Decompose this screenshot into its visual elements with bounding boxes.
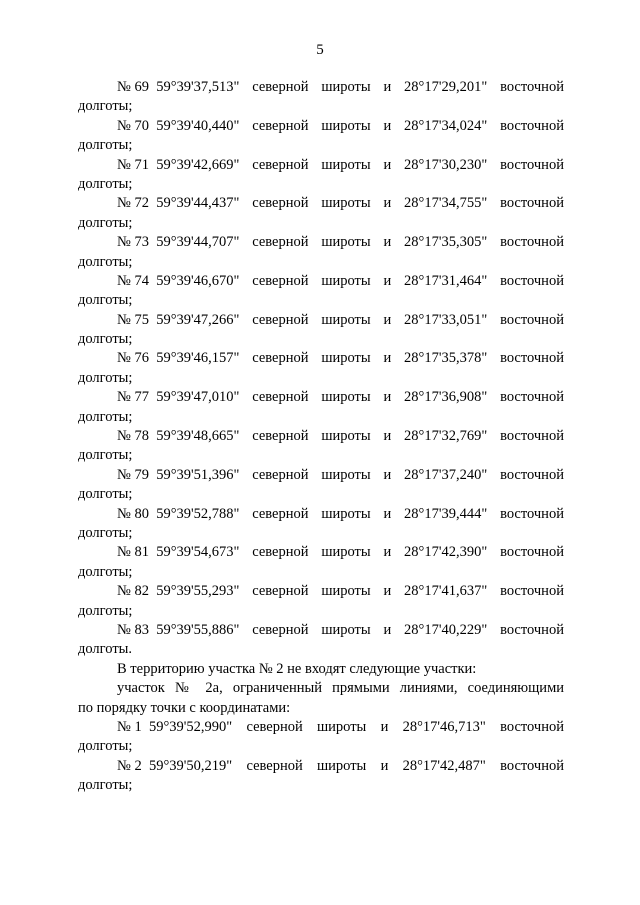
east-word: восточной (500, 389, 564, 406)
and-word: и (383, 117, 392, 134)
point-label (117, 427, 239, 446)
east-word: восточной (500, 718, 564, 735)
longitude-continuation: долготы; (78, 331, 133, 348)
longitude-continuation: долготы; (78, 563, 133, 580)
latitude-value: 59°39'37,513" (156, 79, 240, 95)
longitude-continuation: долготы; (78, 447, 133, 464)
latitude-value: 59°39'47,266" (156, 311, 240, 328)
point-number: № 73 (117, 234, 149, 251)
north-word: северной (252, 79, 309, 95)
and-word: и (383, 195, 392, 212)
longitude-continuation: долготы; (78, 486, 133, 503)
north-word: северной (252, 117, 309, 134)
and-word: и (383, 156, 392, 173)
longitude-value: 28°17'46,713" (402, 718, 486, 735)
north-word: северной (246, 718, 303, 735)
plot-2a-paragraph-line1: участок № 2а, ограниченный прямыми линиями, соединяющими (117, 680, 564, 697)
coordinate-row (78, 582, 564, 601)
north-word: северной (246, 757, 303, 774)
longitude-value: 28°17'36,908" (404, 389, 488, 406)
east-word: восточной (500, 195, 564, 212)
latitude-value: 59°39'46,157" (156, 350, 240, 367)
latitude-value: 59°39'44,437" (156, 195, 240, 212)
longitude-value: 28°17'33,051" (404, 311, 488, 328)
coordinate-row (78, 388, 564, 407)
longitude-continuation: долготы; (78, 777, 133, 794)
point-number: № 76 (117, 350, 149, 367)
longitude-continuation: долготы. (78, 641, 133, 658)
longitude-continuation: долготы; (78, 253, 133, 270)
point-label (117, 505, 239, 524)
point-label (117, 582, 239, 601)
point-number: № 2 (117, 757, 142, 774)
latitude-value: 59°39'50,219" (148, 757, 233, 774)
point-label (117, 543, 239, 562)
coordinate-row (78, 543, 564, 562)
longitude-value: 28°17'35,305" (404, 234, 488, 251)
point-label (117, 117, 239, 136)
east-word: восточной (500, 117, 564, 134)
east-word: восточной (500, 583, 564, 600)
coordinate-row (78, 156, 564, 175)
point-number: № 71 (117, 156, 149, 173)
coordinate-row (78, 78, 564, 97)
longitude-value: 28°17'39,444" (404, 505, 488, 522)
latitude-value: 59°39'42,669" (156, 156, 240, 173)
longitude-value: 28°17'40,229" (404, 621, 488, 638)
point-label (117, 349, 239, 368)
latitude-value: 59°39'44,707" (156, 234, 240, 251)
latitude-value: 59°39'48,665" (156, 428, 240, 445)
point-label (117, 233, 239, 252)
latitude-word: широты (321, 621, 371, 638)
coordinate-row (78, 117, 564, 136)
point-label (117, 718, 232, 737)
point-number: № 72 (117, 195, 149, 212)
longitude-value: 28°17'29,201" (404, 79, 488, 95)
north-word: северной (252, 195, 309, 212)
point-label (117, 78, 239, 97)
latitude-value: 59°39'52,788" (156, 505, 240, 522)
point-number: № 83 (117, 621, 149, 638)
latitude-word: широты (321, 272, 371, 289)
and-word: и (383, 428, 392, 445)
latitude-value: 59°39'55,886" (156, 621, 240, 638)
north-word: северной (252, 389, 309, 406)
latitude-word: широты (321, 389, 371, 406)
longitude-continuation: долготы; (78, 137, 133, 154)
point-number: № 75 (117, 311, 149, 328)
longitude-continuation: долготы; (78, 602, 133, 619)
longitude-value: 28°17'42,390" (404, 544, 488, 561)
longitude-value: 28°17'35,378" (404, 350, 488, 367)
latitude-value: 59°39'40,440" (156, 117, 240, 134)
east-word: восточной (500, 79, 564, 95)
latitude-word: широты (321, 311, 371, 328)
and-word: и (380, 757, 389, 774)
north-word: северной (252, 544, 309, 561)
latitude-word: широты (321, 428, 371, 445)
east-word: восточной (500, 156, 564, 173)
latitude-value: 59°39'55,293" (156, 583, 240, 600)
latitude-word: широты (321, 583, 371, 600)
east-word: восточной (500, 272, 564, 289)
north-word: северной (252, 272, 309, 289)
coordinate-row (78, 311, 564, 330)
point-number: № 1 (117, 718, 142, 735)
coordinate-row (78, 194, 564, 213)
north-word: северной (252, 583, 309, 600)
longitude-value: 28°17'31,464" (404, 272, 488, 289)
longitude-value: 28°17'42,487" (402, 757, 486, 774)
and-word: и (380, 718, 389, 735)
coordinate-row (78, 427, 564, 446)
latitude-value: 59°39'52,990" (148, 718, 233, 735)
point-number: № 80 (117, 505, 149, 522)
latitude-value: 59°39'46,670" (156, 272, 240, 289)
latitude-word: широты (321, 350, 371, 367)
coordinate-row (78, 505, 564, 524)
point-number: № 81 (117, 544, 149, 561)
document-body (78, 78, 564, 795)
longitude-value: 28°17'34,024" (404, 117, 488, 134)
coordinate-list-plot-2 (78, 78, 564, 660)
east-word: восточной (500, 428, 564, 445)
north-word: северной (252, 234, 309, 251)
and-word: и (383, 79, 392, 95)
longitude-value: 28°17'41,637" (404, 583, 488, 600)
east-word: восточной (500, 544, 564, 561)
longitude-continuation: долготы; (78, 175, 133, 192)
north-word: северной (252, 156, 309, 173)
east-word: восточной (500, 505, 564, 522)
and-word: и (383, 389, 392, 406)
coordinate-row (78, 466, 564, 485)
east-word: восточной (500, 466, 564, 483)
longitude-continuation: долготы; (78, 738, 133, 755)
latitude-word: широты (321, 156, 371, 173)
plot-2a-paragraph-line2: по порядку точки с координатами: (78, 699, 291, 716)
point-label (117, 466, 239, 485)
latitude-value: 59°39'51,396" (156, 466, 240, 483)
latitude-word: широты (316, 718, 367, 735)
latitude-word: широты (321, 195, 371, 212)
exclusion-paragraph: В территорию участка № 2 не входят следующие участки: (117, 660, 477, 677)
and-word: и (383, 272, 392, 289)
latitude-word: широты (321, 544, 371, 561)
north-word: северной (252, 311, 309, 328)
point-label (117, 272, 239, 291)
latitude-word: широты (321, 505, 371, 522)
and-word: и (383, 583, 392, 600)
longitude-value: 28°17'30,230" (404, 156, 488, 173)
point-label (117, 621, 239, 640)
longitude-continuation: долготы; (78, 524, 133, 541)
east-word: восточной (500, 757, 564, 774)
latitude-word: широты (321, 79, 371, 95)
north-word: северной (252, 621, 309, 638)
east-word: восточной (500, 234, 564, 251)
longitude-continuation: долготы; (78, 369, 133, 386)
and-word: и (383, 466, 392, 483)
page-number: 5 (316, 42, 324, 58)
point-label (117, 194, 239, 213)
coordinate-row (78, 621, 564, 640)
point-number: № 69 (117, 79, 149, 95)
coordinate-row (78, 233, 564, 252)
and-word: и (383, 311, 392, 328)
longitude-value: 28°17'34,755" (404, 195, 488, 212)
longitude-value: 28°17'32,769" (404, 428, 488, 445)
coordinate-row (78, 349, 564, 368)
point-label (117, 757, 232, 776)
and-word: и (383, 621, 392, 638)
and-word: и (383, 350, 392, 367)
longitude-continuation: долготы; (78, 98, 133, 115)
latitude-word: широты (321, 466, 371, 483)
east-word: восточной (500, 311, 564, 328)
point-number: № 79 (117, 466, 149, 483)
coordinate-row (78, 757, 564, 776)
latitude-value: 59°39'47,010" (156, 389, 240, 406)
longitude-continuation: долготы; (78, 292, 133, 309)
and-word: и (383, 234, 392, 251)
latitude-value: 59°39'54,673" (156, 544, 240, 561)
latitude-word: широты (316, 757, 367, 774)
point-number: № 77 (117, 389, 149, 406)
point-number: № 78 (117, 428, 149, 445)
latitude-word: широты (321, 234, 371, 251)
point-label (117, 311, 239, 330)
north-word: северной (252, 350, 309, 367)
longitude-value: 28°17'37,240" (404, 466, 488, 483)
point-number: № 74 (117, 272, 149, 289)
north-word: северной (252, 466, 309, 483)
coordinate-row (78, 272, 564, 291)
point-number: № 82 (117, 583, 149, 600)
point-label (117, 156, 239, 175)
and-word: и (383, 505, 392, 522)
east-word: восточной (500, 621, 564, 638)
longitude-continuation: долготы; (78, 408, 133, 425)
and-word: и (383, 544, 392, 561)
north-word: северной (252, 428, 309, 445)
coordinate-row (78, 718, 564, 737)
point-number: № 70 (117, 117, 149, 134)
coordinate-list-plot-2a (78, 718, 564, 796)
point-label (117, 388, 239, 407)
north-word: северной (252, 505, 309, 522)
east-word: восточной (500, 350, 564, 367)
longitude-continuation: долготы; (78, 214, 133, 231)
latitude-word: широты (321, 117, 371, 134)
